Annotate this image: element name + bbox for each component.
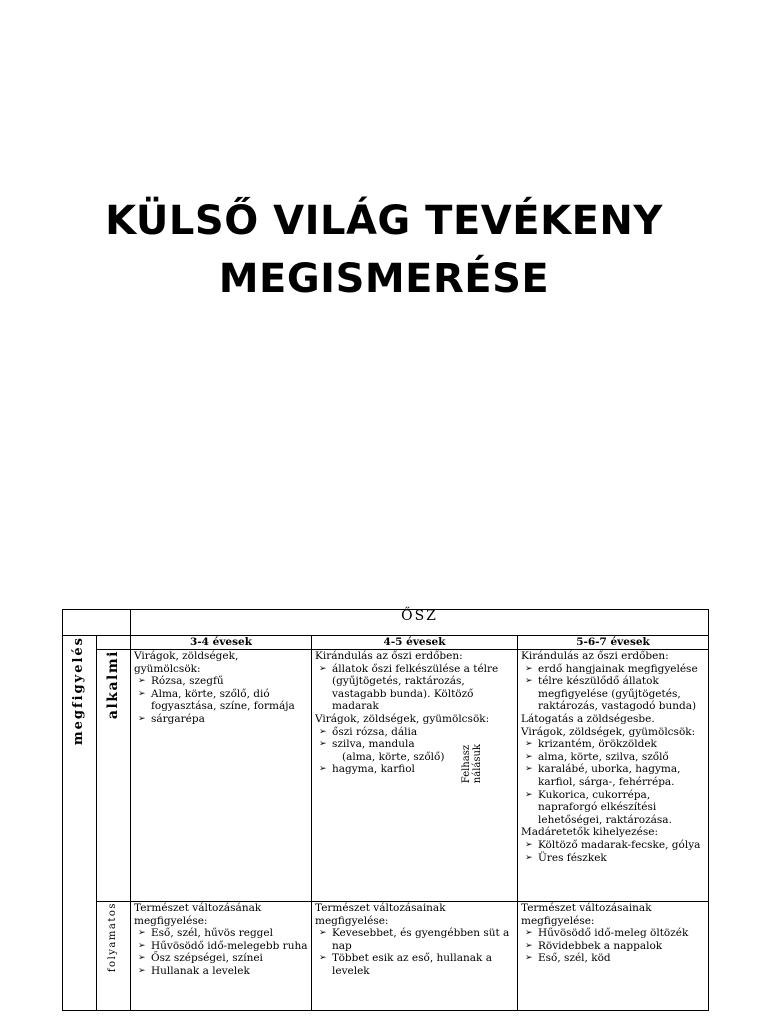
arrow-bullet-icon: ➢ xyxy=(138,953,146,964)
ongoing-label-cell xyxy=(97,902,131,1011)
list-item-text: Eső, szél, köd xyxy=(538,952,611,965)
arrow-bullet-icon: ➢ xyxy=(138,713,146,724)
list-item xyxy=(134,940,308,953)
block-heading: Kirándulás az őszi erdőben: xyxy=(315,650,463,662)
ongoing-cell-5-6-7 xyxy=(518,902,709,1011)
list-item-text: Eső, szél, hűvös reggel xyxy=(151,927,273,940)
block-heading: Virágok, zöldségek, gyümölcsök: xyxy=(134,650,239,675)
list-item-text: karalábé, uborka, hagyma, karfiol, sárga-, fehérrépa. xyxy=(538,763,681,788)
list-item-text: alma, körte, szilva, szőlő xyxy=(538,750,669,763)
arrow-bullet-icon: ➢ xyxy=(138,688,146,699)
arrow-bullet-icon: ➢ xyxy=(319,928,327,939)
list-item xyxy=(521,751,705,764)
side-note-line: nálásuk xyxy=(472,744,483,784)
block-heading: Virágok, zöldségek, gyümölcsök: xyxy=(315,712,490,725)
list-item-text: Hűvösödő idő-meleg öltözék xyxy=(538,927,689,940)
block-heading: Madáretetők kihelyezése: xyxy=(521,826,658,839)
list-item xyxy=(134,675,308,688)
corner-cell xyxy=(63,610,131,636)
list-item xyxy=(521,763,705,788)
list-item-text: Többet esik az eső, hullanak a levelek xyxy=(332,952,493,977)
list-item xyxy=(134,927,308,940)
list-item-text: Rövidebbek a nappalok xyxy=(538,939,663,952)
arrow-bullet-icon: ➢ xyxy=(525,764,533,775)
list-item-text: állatok őszi felkészülése a télre (gyűjtögetés, raktározás, vastagabb bunda). Költöző madarak xyxy=(332,662,499,713)
block-heading: Természet változásainak megfigyelése: xyxy=(315,902,446,927)
list-item-text: Hűvösödő idő-melegebb ruha xyxy=(151,939,308,952)
arrow-bullet-icon: ➢ xyxy=(319,953,327,964)
ongoing-cell-3-4 xyxy=(131,902,312,1011)
content-block xyxy=(521,650,705,713)
list-item xyxy=(134,965,308,978)
row-group-label: megfigyelés xyxy=(71,636,87,746)
title-line-2: MEGISMERÉSE xyxy=(218,256,550,302)
content-block xyxy=(521,713,705,726)
list-item-text: Üres fészkek xyxy=(538,851,607,864)
arrow-bullet-icon: ➢ xyxy=(525,751,533,762)
list-item xyxy=(315,738,514,751)
list-item-text: Ősz szépségei, színei xyxy=(151,952,263,965)
list-item-text: Hullanak a levelek xyxy=(151,964,250,977)
list-item xyxy=(521,675,705,713)
block-heading: Kirándulás az őszi erdőben: xyxy=(521,650,669,662)
content-block xyxy=(315,713,514,776)
arrow-bullet-icon: ➢ xyxy=(138,928,146,939)
content-block xyxy=(315,650,514,713)
occasional-cell-5-6-7 xyxy=(518,650,709,902)
list-item-text: Alma, körte, szőlő, dió fogyasztása, színe, formája xyxy=(151,687,295,713)
block-heading: Virágok, zöldségek, gyümölcsök: xyxy=(521,725,696,738)
arrow-bullet-icon: ➢ xyxy=(525,676,533,687)
arrow-bullet-icon: ➢ xyxy=(138,965,146,976)
block-note: (alma, körte, szőlő) xyxy=(342,750,445,763)
list-item xyxy=(521,663,705,676)
content-block xyxy=(521,826,705,864)
block-heading: Természet változásának megfigyelése: xyxy=(134,902,262,927)
page-title xyxy=(0,192,768,308)
list-item-text: erdő hangjainak megfigyelése xyxy=(538,662,698,675)
occasional-label-cell xyxy=(97,650,131,902)
content-block xyxy=(521,726,705,827)
arrow-bullet-icon: ➢ xyxy=(525,663,533,674)
list-item xyxy=(521,940,705,953)
title-line-1: KÜLSŐ VILÁG TEVÉKENY xyxy=(105,198,663,244)
arrow-bullet-icon: ➢ xyxy=(319,739,327,750)
block-heading: Látogatás a zöldségesbe. xyxy=(521,712,655,725)
arrow-bullet-icon: ➢ xyxy=(525,928,533,939)
age-header-4-5: 4-5 évesek xyxy=(312,636,518,650)
season-row xyxy=(63,610,709,636)
list-item xyxy=(315,726,514,739)
list-item xyxy=(521,852,705,865)
list-item-text: krizantém, örökzöldek xyxy=(538,738,657,751)
occasional-cell-4-5 xyxy=(312,650,518,902)
list-item xyxy=(521,839,705,852)
list-item-text: Rózsa, szegfű xyxy=(151,675,224,688)
arrow-bullet-icon: ➢ xyxy=(525,940,533,951)
arrow-bullet-icon: ➢ xyxy=(138,676,146,687)
age-header-5-6-7: 5-6-7 évesek xyxy=(518,636,709,650)
arrow-bullet-icon: ➢ xyxy=(525,953,533,964)
arrow-bullet-icon: ➢ xyxy=(319,663,327,674)
season-header: ŐSZ xyxy=(131,610,709,636)
row-group-label-cell xyxy=(63,636,97,1011)
list-item xyxy=(134,952,308,965)
arrow-bullet-icon: ➢ xyxy=(525,789,533,800)
age-header-blank xyxy=(97,636,131,650)
occasional-label: alkalmi xyxy=(105,650,122,720)
ongoing-label: folyamatos xyxy=(107,902,119,973)
content-block xyxy=(134,650,308,726)
list-item xyxy=(134,713,308,726)
list-item xyxy=(315,763,514,776)
arrow-bullet-icon: ➢ xyxy=(525,852,533,863)
list-item xyxy=(315,952,514,977)
list-item-text: télre készülődő állatok megfigyelése (gyűjtögetés, raktározás, vastagodó bunda) xyxy=(538,675,697,713)
occasional-cell-3-4 xyxy=(131,650,312,902)
list-item-text: szilva, mandula xyxy=(332,738,415,751)
block-heading: Természet változásainak megfigyelése: xyxy=(521,902,652,927)
arrow-bullet-icon: ➢ xyxy=(319,726,327,737)
side-note-line: Felhasz xyxy=(461,744,472,783)
list-item xyxy=(134,688,308,713)
list-item-text: hagyma, karfiol xyxy=(332,763,415,776)
ongoing-row xyxy=(63,902,709,1011)
list-item xyxy=(521,952,705,965)
list-item-text: sárgarépa xyxy=(151,712,205,725)
list-item xyxy=(521,789,705,827)
list-item xyxy=(521,927,705,940)
arrow-bullet-icon: ➢ xyxy=(525,839,533,850)
list-item xyxy=(315,663,514,713)
list-item xyxy=(521,738,705,751)
arrow-bullet-icon: ➢ xyxy=(138,940,146,951)
side-note xyxy=(461,744,483,783)
list-item-text: Költöző madarak-fecske, gólya xyxy=(538,838,701,851)
age-header-3-4: 3-4 évesek xyxy=(131,636,312,650)
list-item-text: Kukorica, cukorrépa, napraforgó elkészítési lehetőségei, raktározása. xyxy=(538,788,672,826)
arrow-bullet-icon: ➢ xyxy=(319,764,327,775)
age-header-row xyxy=(63,636,709,650)
ongoing-cell-4-5 xyxy=(312,902,518,1011)
curriculum-table xyxy=(62,609,709,1011)
list-item-text: őszi rózsa, dália xyxy=(332,725,418,738)
occasional-row xyxy=(63,650,709,902)
list-item xyxy=(315,927,514,952)
list-item-text: Kevesebbet, és gyengébben süt a nap xyxy=(332,927,510,952)
arrow-bullet-icon: ➢ xyxy=(525,739,533,750)
